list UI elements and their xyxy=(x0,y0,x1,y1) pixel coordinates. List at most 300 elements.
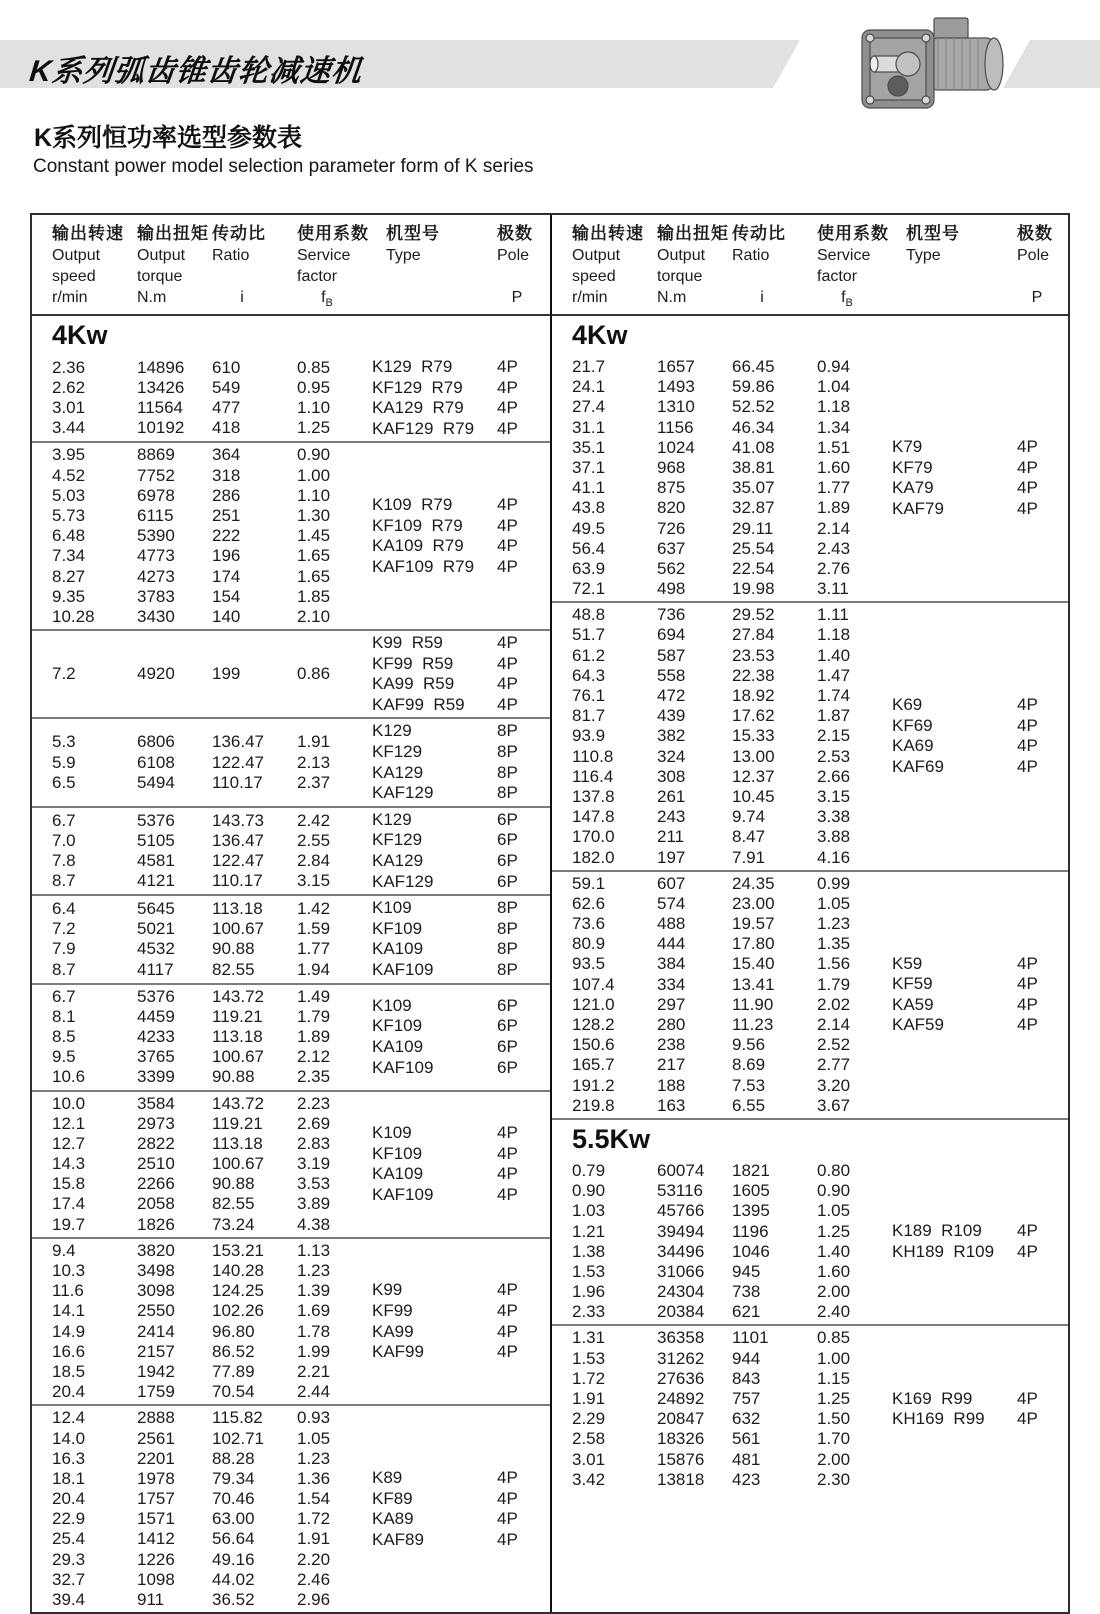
type-cell: KA89 xyxy=(372,1509,414,1529)
pole-cell: 8P xyxy=(497,742,518,762)
torque-cell: 163 xyxy=(657,1095,686,1115)
ratio-cell: 122.47 xyxy=(212,752,264,772)
speed-cell: 8.5 xyxy=(52,1026,76,1046)
type-cell: K59 xyxy=(892,953,923,973)
type-list xyxy=(372,996,550,1078)
speed-cell: 121.0 xyxy=(572,994,615,1014)
ratio-cell: 9.56 xyxy=(732,1035,766,1055)
ratio-cell: 136.47 xyxy=(212,732,264,752)
factor-cell: 1.79 xyxy=(297,1006,331,1026)
speed-cell: 7.0 xyxy=(52,830,76,850)
ratio-cell: 621 xyxy=(732,1302,761,1322)
speed-cell: 39.4 xyxy=(52,1590,86,1609)
ratio-cell: 100.67 xyxy=(212,1047,264,1067)
torque-cell: 4920 xyxy=(137,664,175,684)
torque-cell: 1826 xyxy=(137,1214,175,1234)
ratio-cell: 113.18 xyxy=(212,1133,263,1153)
speed-cell: 219.8 xyxy=(572,1095,615,1115)
type-list xyxy=(372,495,550,577)
data-row xyxy=(52,1114,372,1134)
factor-cell: 2.84 xyxy=(297,851,331,870)
torque-cell: 3430 xyxy=(137,606,175,626)
type-cell: KA129 R79 xyxy=(372,398,464,418)
type-cell: KAF109 xyxy=(372,1184,434,1204)
data-row xyxy=(52,526,372,546)
torque-cell: 911 xyxy=(137,1590,165,1609)
speed-cell: 7.2 xyxy=(52,919,76,939)
header-pole: 极数 Pole P xyxy=(497,224,533,306)
data-row xyxy=(52,1261,372,1281)
data-row xyxy=(52,546,372,566)
speed-cell: 3.44 xyxy=(52,418,86,438)
type-cell: KF109 xyxy=(372,1143,423,1163)
data-row xyxy=(572,975,892,995)
torque-cell: 6115 xyxy=(137,505,174,525)
torque-cell: 820 xyxy=(657,498,686,518)
factor-cell: 2.14 xyxy=(817,1015,851,1034)
speed-cell: 15.8 xyxy=(52,1174,86,1194)
data-row xyxy=(572,397,892,417)
data-row xyxy=(572,1302,892,1322)
speed-cell: 8.7 xyxy=(52,959,76,979)
speed-cell: 3.01 xyxy=(52,398,86,418)
ratio-cell: 286 xyxy=(212,485,241,505)
ratio-cell: 29.11 xyxy=(732,518,774,538)
pole-cell: 4P xyxy=(1017,1241,1038,1261)
ratio-cell: 56.64 xyxy=(212,1529,255,1549)
factor-cell: 1.36 xyxy=(297,1468,331,1488)
speed-cell: 62.6 xyxy=(572,893,606,913)
type-cell: K69 xyxy=(892,695,923,715)
data-row xyxy=(572,874,892,894)
ratio-cell: 6.55 xyxy=(732,1095,766,1115)
row-group xyxy=(32,717,550,805)
type-row xyxy=(372,830,550,851)
factor-cell: 2.35 xyxy=(297,1067,331,1087)
data-row xyxy=(52,1154,372,1174)
speed-cell: 19.7 xyxy=(52,1214,86,1234)
page-subtitle: Constant power model selection parameter form of K series xyxy=(33,156,534,177)
type-list xyxy=(892,1221,1068,1262)
torque-cell: 2550 xyxy=(137,1301,175,1321)
speed-cell: 1.03 xyxy=(572,1201,606,1221)
data-row xyxy=(52,919,372,939)
torque-cell: 3498 xyxy=(137,1261,175,1280)
data-row xyxy=(52,358,372,378)
factor-cell: 1.94 xyxy=(297,959,331,979)
ratio-cell: 423 xyxy=(732,1469,761,1489)
data-row xyxy=(52,987,372,1007)
data-row xyxy=(572,1055,892,1075)
ratio-cell: 38.81 xyxy=(732,457,775,477)
speed-cell: 1.91 xyxy=(572,1389,606,1408)
torque-cell: 2888 xyxy=(137,1408,175,1428)
pole-cell: 8P xyxy=(497,898,518,918)
torque-cell: 736 xyxy=(657,605,686,625)
speed-cell: 64.3 xyxy=(572,665,606,685)
torque-cell: 36358 xyxy=(657,1328,705,1348)
factor-cell: 3.89 xyxy=(297,1194,331,1214)
type-row xyxy=(372,1468,550,1489)
ratio-cell: 35.07 xyxy=(732,478,775,498)
speed-cell: 116.4 xyxy=(572,766,614,786)
torque-cell: 4121 xyxy=(137,871,175,891)
pole-cell: 6P xyxy=(497,1037,518,1057)
factor-cell: 2.40 xyxy=(817,1302,851,1322)
data-row xyxy=(572,458,892,478)
factor-cell: 1.51 xyxy=(817,437,851,457)
type-list xyxy=(892,695,1068,777)
torque-cell: 2201 xyxy=(137,1448,175,1468)
data-row xyxy=(52,811,372,831)
type-row xyxy=(372,1037,550,1058)
factor-cell: 1.89 xyxy=(817,498,851,518)
data-row xyxy=(572,1282,892,1302)
type-cell: KF89 xyxy=(372,1488,413,1508)
factor-cell: 2.52 xyxy=(817,1035,851,1055)
type-cell: KAF99 R59 xyxy=(372,694,465,714)
factor-cell: 3.15 xyxy=(817,786,851,806)
numeric-rows xyxy=(572,605,892,867)
torque-cell: 1098 xyxy=(137,1569,175,1589)
type-list xyxy=(892,954,1068,1036)
ratio-cell: 8.47 xyxy=(732,827,766,847)
data-row xyxy=(52,1241,372,1261)
speed-cell: 16.6 xyxy=(52,1341,86,1361)
factor-cell: 0.90 xyxy=(817,1181,851,1201)
torque-cell: 297 xyxy=(657,994,686,1014)
ratio-cell: 96.80 xyxy=(212,1321,255,1341)
speed-cell: 18.5 xyxy=(52,1361,86,1381)
torque-cell: 4459 xyxy=(137,1006,175,1026)
speed-cell: 8.27 xyxy=(52,566,86,586)
data-row xyxy=(52,1174,372,1194)
ratio-cell: 124.25 xyxy=(212,1281,264,1301)
torque-cell: 726 xyxy=(657,518,686,538)
data-row xyxy=(52,607,372,627)
torque-cell: 1310 xyxy=(657,397,695,417)
column-body xyxy=(552,316,1068,1492)
type-cell: KAF109 R79 xyxy=(372,556,475,576)
type-row xyxy=(372,939,550,960)
torque-cell: 574 xyxy=(657,893,686,913)
ratio-cell: 143.72 xyxy=(212,986,264,1006)
type-cell: KA79 xyxy=(892,478,934,498)
data-row xyxy=(572,559,892,579)
speed-cell: 27.4 xyxy=(572,397,606,417)
factor-cell: 2.13 xyxy=(297,752,331,772)
pole-cell: 8P xyxy=(497,939,518,959)
speed-cell: 170.0 xyxy=(572,827,615,847)
ratio-cell: 17.80 xyxy=(732,934,775,954)
type-cell: K99 R59 xyxy=(372,633,443,653)
torque-cell: 4532 xyxy=(137,939,175,959)
pole-cell: 4P xyxy=(497,1509,518,1529)
factor-cell: 1.42 xyxy=(297,899,331,918)
type-cell: KA129 xyxy=(372,851,424,870)
factor-cell: 1.91 xyxy=(297,732,331,752)
factor-cell: 1.25 xyxy=(817,1389,851,1408)
speed-cell: 6.5 xyxy=(52,772,76,792)
factor-cell: 4.38 xyxy=(297,1214,331,1234)
speed-cell: 8.1 xyxy=(52,1006,76,1026)
row-group xyxy=(32,983,550,1090)
column-body xyxy=(32,316,550,1612)
torque-cell: 39494 xyxy=(657,1221,705,1241)
speed-cell: 150.6 xyxy=(572,1035,615,1055)
speed-cell: 3.95 xyxy=(52,445,86,465)
torque-cell: 488 xyxy=(657,914,686,934)
type-cell: KA99 xyxy=(372,1321,414,1341)
pole-cell: 4P xyxy=(1017,1221,1038,1241)
torque-cell: 5105 xyxy=(137,830,175,850)
data-row xyxy=(572,894,892,914)
ratio-cell: 153.21 xyxy=(212,1240,264,1260)
type-row xyxy=(372,419,550,440)
data-row xyxy=(52,486,372,506)
data-row xyxy=(52,1215,372,1235)
speed-cell: 191.2 xyxy=(572,1075,615,1095)
factor-cell: 1.40 xyxy=(817,645,851,665)
data-row xyxy=(572,1429,892,1449)
torque-cell: 13426 xyxy=(137,378,185,397)
torque-cell: 13818 xyxy=(657,1469,705,1489)
row-group xyxy=(552,355,1068,601)
pole-cell: 4P xyxy=(497,1164,518,1184)
ratio-cell: 63.00 xyxy=(212,1509,255,1529)
type-row xyxy=(892,1389,1068,1410)
type-cell: KF129 R79 xyxy=(372,377,463,397)
type-cell: KA59 xyxy=(892,994,934,1014)
type-row xyxy=(372,919,550,940)
data-row xyxy=(572,1076,892,1096)
speed-cell: 12.1 xyxy=(52,1113,86,1133)
data-row xyxy=(572,1409,892,1429)
row-group xyxy=(32,1237,550,1405)
ratio-cell: 52.52 xyxy=(732,397,775,417)
ratio-cell: 1101 xyxy=(732,1328,769,1348)
speed-cell: 81.7 xyxy=(572,706,606,726)
factor-cell: 1.91 xyxy=(297,1529,331,1549)
type-cell: KF99 xyxy=(372,1300,413,1320)
ratio-cell: 119.21 xyxy=(212,1113,263,1133)
type-cell: KAF69 xyxy=(892,757,944,777)
row-group xyxy=(32,441,550,629)
ratio-cell: 82.55 xyxy=(212,1194,255,1214)
torque-cell: 607 xyxy=(657,873,686,893)
type-row xyxy=(372,516,550,537)
speed-cell: 7.8 xyxy=(52,851,76,870)
factor-cell: 0.95 xyxy=(297,378,331,397)
data-row xyxy=(52,378,372,398)
torque-cell: 60074 xyxy=(657,1160,705,1180)
torque-cell: 261 xyxy=(657,786,686,806)
pole-cell: 4P xyxy=(497,653,518,673)
pole-cell: 4P xyxy=(497,1184,518,1204)
type-cell: KF99 R59 xyxy=(372,653,454,673)
factor-cell: 1.35 xyxy=(817,934,851,954)
ratio-cell: 154 xyxy=(212,586,241,606)
factor-cell: 1.77 xyxy=(817,478,851,498)
type-row xyxy=(372,742,550,763)
factor-cell: 1.49 xyxy=(297,986,331,1006)
type-row xyxy=(372,783,550,804)
torque-cell: 188 xyxy=(657,1075,686,1095)
ratio-cell: 70.46 xyxy=(212,1489,255,1509)
ratio-cell: 418 xyxy=(212,418,241,438)
speed-cell: 63.9 xyxy=(572,558,606,578)
data-row xyxy=(52,1469,372,1489)
type-cell: KF109 R79 xyxy=(372,515,463,535)
data-row xyxy=(572,1369,892,1389)
torque-cell: 472 xyxy=(657,686,686,705)
speed-cell: 5.03 xyxy=(52,485,86,505)
factor-cell: 1.87 xyxy=(817,706,851,726)
ratio-cell: 10.45 xyxy=(732,786,775,806)
data-row xyxy=(52,587,372,607)
data-row xyxy=(52,753,372,773)
numeric-rows xyxy=(572,1328,892,1490)
header-ratio: 传动比 Ratio i xyxy=(212,224,266,306)
torque-cell: 2058 xyxy=(137,1194,175,1214)
data-row xyxy=(572,1222,892,1242)
factor-cell: 1.70 xyxy=(817,1429,851,1449)
ratio-cell: 199 xyxy=(212,664,241,684)
factor-cell: 2.69 xyxy=(297,1113,331,1133)
data-row xyxy=(52,1027,372,1047)
speed-cell: 182.0 xyxy=(572,847,615,867)
speed-cell: 8.7 xyxy=(52,871,76,891)
speed-cell: 37.1 xyxy=(572,457,606,477)
speed-cell: 10.3 xyxy=(52,1261,86,1280)
factor-cell: 0.80 xyxy=(817,1160,851,1180)
factor-cell: 2.02 xyxy=(817,994,851,1014)
torque-cell: 5376 xyxy=(137,810,175,830)
type-row xyxy=(372,1123,550,1144)
ratio-cell: 738 xyxy=(732,1282,761,1302)
ratio-cell: 13.00 xyxy=(732,746,775,766)
factor-cell: 2.83 xyxy=(297,1133,331,1153)
type-cell: K169 R99 xyxy=(892,1388,973,1408)
speed-cell: 12.4 xyxy=(52,1408,86,1428)
factor-cell: 1.69 xyxy=(297,1301,331,1321)
torque-cell: 1657 xyxy=(657,357,695,376)
type-cell: K109 xyxy=(372,898,412,918)
factor-cell: 1.11 xyxy=(817,605,849,625)
speed-cell: 9.5 xyxy=(52,1047,76,1067)
factor-cell: 1.45 xyxy=(297,526,331,546)
pole-cell: 8P xyxy=(497,783,518,803)
torque-cell: 875 xyxy=(657,478,686,498)
ratio-cell: 90.88 xyxy=(212,1067,255,1087)
factor-cell: 2.42 xyxy=(297,810,331,830)
data-row xyxy=(572,1035,892,1055)
table-column-left xyxy=(32,215,550,1612)
pole-cell: 4P xyxy=(497,1280,518,1300)
speed-cell: 1.21 xyxy=(572,1221,606,1241)
data-row xyxy=(52,960,372,980)
data-row xyxy=(572,1262,892,1282)
speed-cell: 2.33 xyxy=(572,1302,606,1322)
pole-cell: 4P xyxy=(497,1321,518,1341)
factor-cell: 2.77 xyxy=(817,1055,851,1075)
data-row xyxy=(52,506,372,526)
torque-cell: 498 xyxy=(657,579,686,599)
type-cell: KAF99 xyxy=(372,1342,424,1362)
type-row xyxy=(372,1016,550,1037)
numeric-rows xyxy=(52,987,372,1088)
data-row xyxy=(572,625,892,645)
table-column-right xyxy=(550,215,1068,1612)
gearbox-product-image xyxy=(848,4,1020,122)
type-row xyxy=(892,437,1068,458)
type-row xyxy=(892,954,1068,975)
torque-cell: 1757 xyxy=(137,1489,175,1509)
torque-cell: 1024 xyxy=(657,437,695,457)
type-cell: KAF89 xyxy=(372,1529,424,1549)
type-row xyxy=(372,851,550,872)
type-cell: K79 xyxy=(892,436,923,456)
factor-cell: 2.55 xyxy=(297,830,331,850)
factor-cell: 1.30 xyxy=(297,505,331,525)
factor-cell: 3.19 xyxy=(297,1154,331,1174)
speed-cell: 51.7 xyxy=(572,625,606,645)
type-row xyxy=(372,1530,550,1551)
ratio-cell: 364 xyxy=(212,445,241,465)
type-row xyxy=(372,960,550,981)
speed-cell: 2.29 xyxy=(572,1409,606,1429)
ratio-cell: 32.87 xyxy=(732,498,775,518)
pole-cell: 8P xyxy=(497,918,518,938)
pole-cell: 8P xyxy=(497,959,518,979)
data-row xyxy=(572,807,892,827)
type-cell: K99 xyxy=(372,1280,403,1300)
factor-cell: 1.65 xyxy=(297,566,331,586)
ratio-cell: 18.92 xyxy=(732,686,775,705)
torque-cell: 4273 xyxy=(137,566,175,586)
torque-cell: 14896 xyxy=(137,357,185,377)
pole-cell: 4P xyxy=(1017,1409,1038,1429)
data-row xyxy=(572,519,892,539)
type-row xyxy=(372,996,550,1017)
data-row xyxy=(572,686,892,706)
factor-cell: 1.23 xyxy=(817,914,851,934)
ratio-cell: 11.90 xyxy=(732,994,774,1014)
data-row xyxy=(52,1362,372,1382)
pole-cell: 4P xyxy=(497,357,518,376)
factor-cell: 1.18 xyxy=(817,397,851,417)
speed-cell: 11.6 xyxy=(52,1281,84,1301)
factor-cell: 0.85 xyxy=(297,357,331,377)
speed-cell: 29.3 xyxy=(52,1549,86,1569)
factor-cell: 3.11 xyxy=(817,579,849,599)
factor-cell: 1.85 xyxy=(297,586,331,606)
factor-cell: 2.00 xyxy=(817,1449,851,1469)
speed-cell: 2.62 xyxy=(52,378,86,397)
header-torque: 输出扭矩 Output torque N.m xyxy=(657,224,729,306)
numeric-rows xyxy=(52,1241,372,1403)
type-list xyxy=(372,1123,550,1205)
torque-cell: 8869 xyxy=(137,445,175,465)
torque-cell: 20384 xyxy=(657,1302,705,1322)
speed-cell: 20.4 xyxy=(52,1489,86,1509)
row-group xyxy=(552,1159,1068,1325)
torque-cell: 4233 xyxy=(137,1026,175,1046)
data-row xyxy=(52,1067,372,1087)
speed-cell: 5.3 xyxy=(52,732,76,752)
factor-cell: 1.47 xyxy=(817,665,851,685)
factor-cell: 1.05 xyxy=(817,1201,851,1221)
